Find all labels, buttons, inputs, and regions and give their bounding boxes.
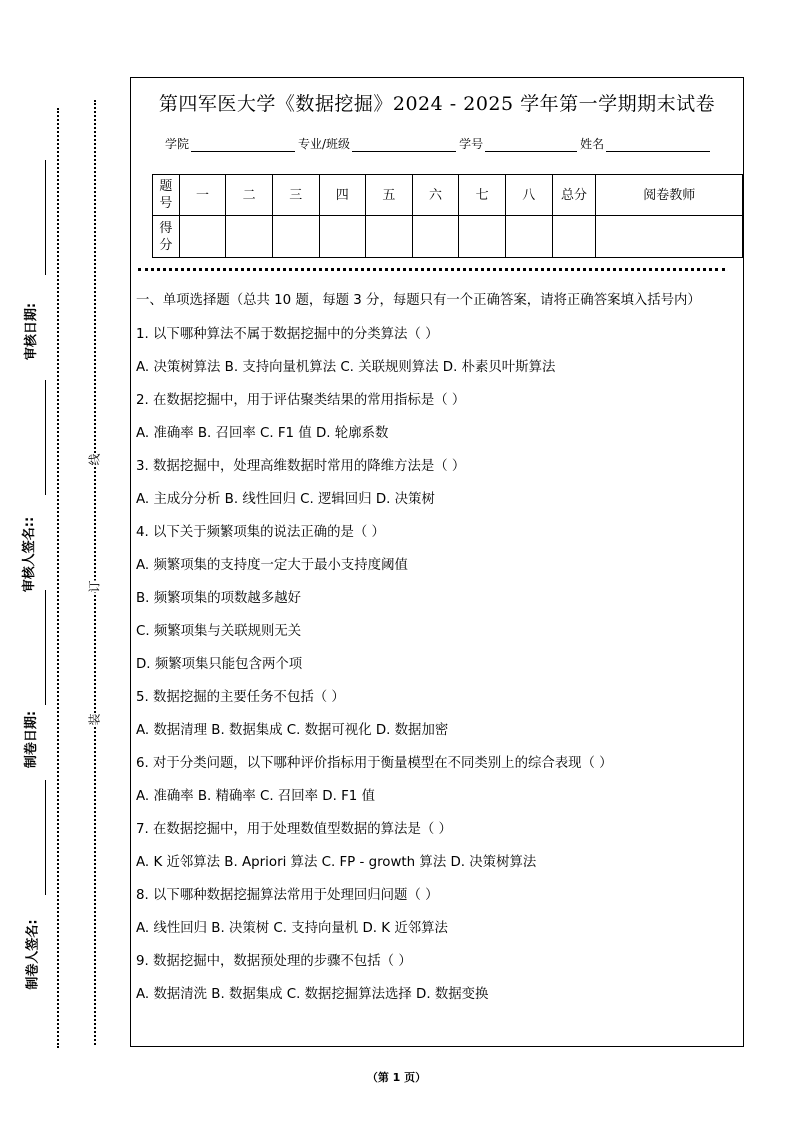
reviewer-date-label: 审核日期:: [24, 302, 40, 361]
score-header-label: 题号: [153, 175, 180, 216]
score-cell[interactable]: [412, 216, 459, 258]
college-field[interactable]: [191, 137, 295, 152]
cut-label-seal: 装: [83, 713, 106, 725]
question-options: A. 数据清洗 B. 数据集成 C. 数据挖掘算法选择 D. 数据变换: [136, 987, 489, 1002]
score-cell[interactable]: [272, 216, 319, 258]
reviewer-signature-line: [45, 380, 46, 495]
score-col: 八: [505, 175, 552, 216]
section-1: [136, 290, 736, 1018]
question-text: 1. 以下哪种算法不属于数据挖掘中的分类算法（ ）: [136, 327, 439, 342]
question-text: 5. 数据挖掘的主要任务不包括（ ）: [136, 690, 345, 705]
question-option: C. 频繁项集与关联规则无关: [136, 624, 302, 639]
question-options: A. 线性回归 B. 决策树 C. 支持向量机 D. K 近邻算法: [136, 921, 448, 936]
score-cell[interactable]: [226, 216, 273, 258]
cut-label-bind: 订: [83, 580, 106, 592]
major-class-field[interactable]: [352, 137, 456, 152]
score-col-total: 总分: [552, 175, 596, 216]
question-text: 2. 在数据挖掘中，用于评估聚类结果的常用指标是（ ）: [136, 393, 466, 408]
score-cell[interactable]: [459, 216, 506, 258]
reviewer-signature-label: 审核人签名::: [22, 516, 38, 593]
score-cell[interactable]: [596, 216, 743, 258]
score-col: 四: [319, 175, 366, 216]
score-cell[interactable]: [505, 216, 552, 258]
exam-title: 第四军医大学《数据挖掘》2024 - 2025 学年第一学期期末试卷: [158, 93, 716, 115]
student-id-field[interactable]: [485, 137, 577, 152]
header-separator: [138, 268, 725, 271]
question-text: 6. 对于分类问题，以下哪种评价指标用于衡量模型在不同类别上的综合表现（ ）: [136, 756, 613, 771]
inner-dotted-line: [57, 108, 59, 1048]
question-text: 7. 在数据挖掘中，用于处理数值型数据的算法是（ ）: [136, 822, 452, 837]
question-option: A. 频繁项集的支持度一定大于最小支持度阈值: [136, 558, 408, 573]
maker-signature-line: [45, 780, 46, 895]
section-1-heading: 一、单项选择题（总共 10 题，每题 3 分，每题只有一个正确答案，请将正确答案填入括号内）: [136, 293, 701, 308]
score-col: 六: [412, 175, 459, 216]
major-class-label: 专业/班级: [298, 137, 351, 151]
question-options: A. 准确率 B. 召回率 C. F1 值 D. 轮廓系数: [136, 426, 389, 441]
score-cell[interactable]: [552, 216, 596, 258]
question-option: D. 频繁项集只能包含两个项: [136, 657, 303, 672]
name-label: 姓名: [580, 137, 605, 151]
page-number: （第 1 页）: [366, 1071, 427, 1084]
score-cell[interactable]: [366, 216, 413, 258]
score-col: 一: [179, 175, 226, 216]
student-id-label: 学号: [459, 137, 484, 151]
name-field[interactable]: [606, 137, 710, 152]
student-info-row: [165, 135, 713, 152]
question-options: A. 准确率 B. 精确率 C. 召回率 D. F1 值: [136, 789, 375, 804]
cut-label-line: 线: [83, 453, 106, 465]
question-text: 8. 以下哪种数据挖掘算法常用于处理回归问题（ ）: [136, 888, 439, 903]
score-col: 二: [226, 175, 273, 216]
score-table: [152, 174, 743, 258]
question-text: 4. 以下关于频繁项集的说法正确的是（ ）: [136, 525, 385, 540]
score-col: 七: [459, 175, 506, 216]
question-options: A. 决策树算法 B. 支持向量机算法 C. 关联规则算法 D. 朴素贝叶斯算法: [136, 360, 556, 375]
maker-signature-label: 制卷人签名:: [25, 919, 41, 990]
maker-date-line: [45, 590, 46, 705]
question-options: A. K 近邻算法 B. Apriori 算法 C. FP - growth 算法 D. 决策树算法: [136, 855, 537, 870]
college-label: 学院: [165, 137, 190, 151]
score-cell[interactable]: [319, 216, 366, 258]
score-col: 三: [272, 175, 319, 216]
maker-date-label: 制卷日期:: [24, 710, 40, 769]
question-options: A. 主成分分析 B. 线性回归 C. 逻辑回归 D. 决策树: [136, 492, 435, 507]
score-col-grader: 阅卷教师: [596, 175, 743, 216]
cut-dotted-line: [94, 100, 96, 1045]
exam-frame: [130, 77, 744, 1047]
question-option: B. 频繁项集的项数越多越好: [136, 591, 301, 606]
score-row-label: 得分: [153, 216, 180, 258]
question-options: A. 数据清理 B. 数据集成 C. 数据可视化 D. 数据加密: [136, 723, 449, 738]
question-text: 9. 数据挖掘中，数据预处理的步骤不包括（ ）: [136, 954, 412, 969]
reviewer-date-line: [45, 160, 46, 275]
score-cell[interactable]: [179, 216, 226, 258]
score-col: 五: [366, 175, 413, 216]
question-text: 3. 数据挖掘中，处理高维数据时常用的降维方法是（ ）: [136, 459, 466, 474]
